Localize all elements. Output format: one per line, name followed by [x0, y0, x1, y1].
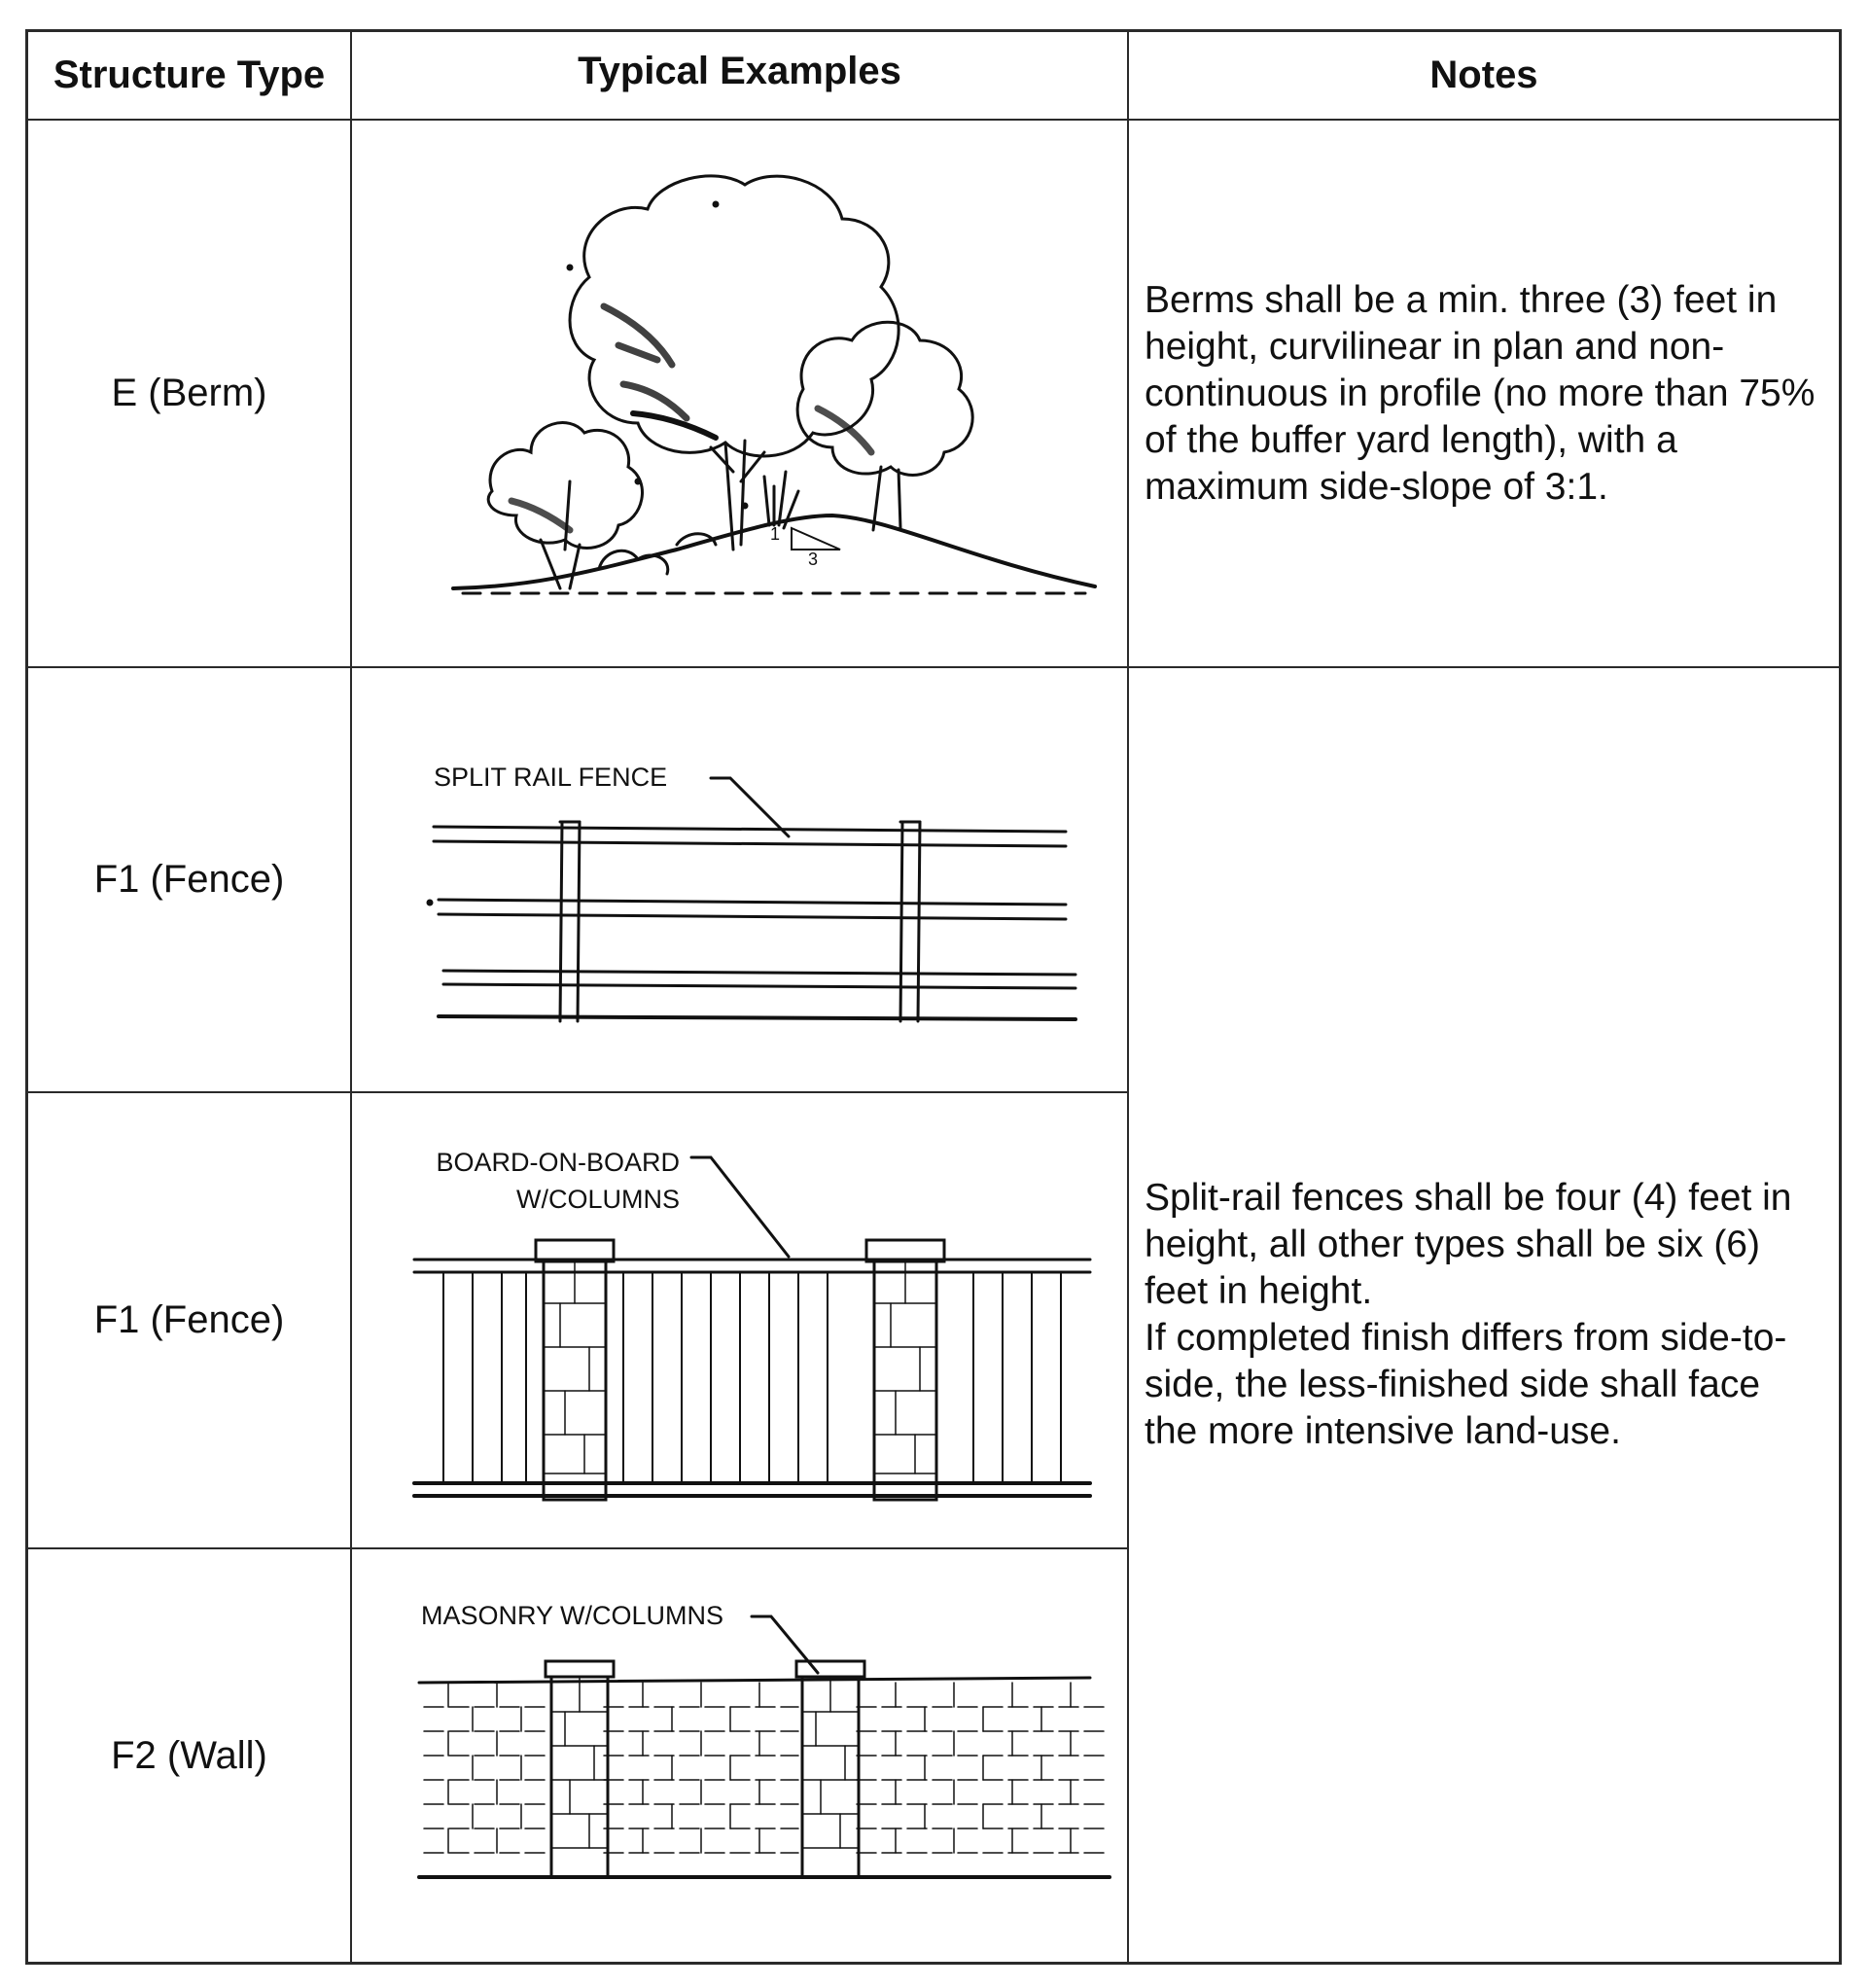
masonry-wall-label: MASONRY W/COLUMNS: [421, 1601, 724, 1630]
header-typical-examples: Typical Examples: [578, 49, 901, 92]
table-border-right: [1839, 29, 1842, 1965]
berm-slope-rise-label: 1: [770, 524, 781, 544]
masonry-wall-icon: [390, 1585, 1129, 1926]
structure-type-split-rail-fence: F1 (Fence): [93, 858, 285, 901]
board-on-board-label-line1: BOARD-ON-BOARD: [436, 1148, 680, 1177]
berm-slope-run-label: 3: [808, 550, 819, 569]
table-border-bottom: [25, 1962, 1842, 1965]
notes-fence-height-text: Split-rail fences shall be four (4) feet in height, all other types shall be six (6) feet in height.: [1145, 1177, 1792, 1312]
notes-fence-finish-text: If completed finish differs from side-to-side, the less-finished side shall face the more intensive land-use.: [1145, 1317, 1787, 1452]
header-structure-type: Structure Type: [53, 53, 326, 96]
structure-type-wall: F2 (Wall): [111, 1733, 267, 1777]
structure-type-berm: E (Berm): [111, 372, 267, 414]
structure-type-board-fence: F1 (Fence): [93, 1298, 285, 1341]
berm-illustration-icon: [424, 160, 1114, 647]
column-divider-1: [350, 29, 352, 1965]
split-rail-fence-icon: [395, 739, 1095, 1050]
structure-type-table: [25, 29, 1842, 1965]
split-rail-fence-label: SPLIT RAIL FENCE: [434, 763, 668, 792]
board-on-board-label-line2: W/COLUMNS: [516, 1185, 680, 1214]
board-on-board-label: [417, 1144, 680, 1218]
notes-berm: [1129, 121, 1839, 666]
notes-fence-wall: [1129, 668, 1839, 1962]
header-notes: Notes: [1429, 53, 1538, 96]
board-on-board-fence-icon: [390, 1109, 1114, 1527]
notes-berm-text: Berms shall be a min. three (3) feet in height, curvilinear in plan and non-continuous in profile (no more than 75% of the buffer yard length), with a maximum side-slope of 3:1.: [1145, 278, 1815, 508]
